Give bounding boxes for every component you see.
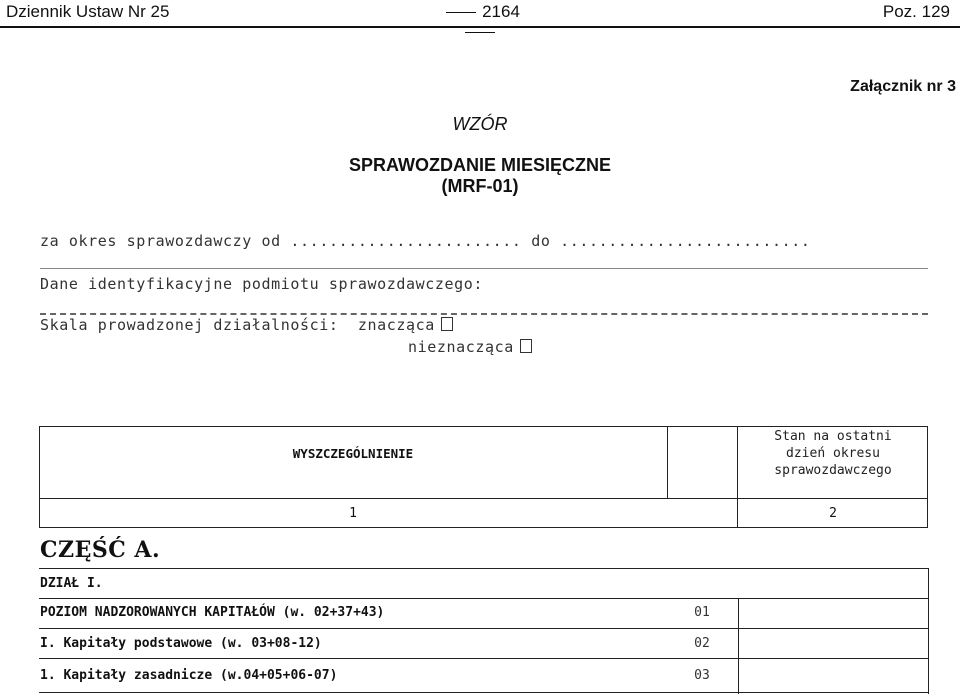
attachment-label: Załącznik nr 3 (850, 78, 956, 95)
section-value-divider (738, 598, 739, 694)
table-row-code: 01 (694, 605, 710, 620)
period-to-field[interactable]: .......................... (560, 232, 811, 250)
activity-scale-line (40, 316, 453, 334)
reporting-period-line (40, 232, 811, 250)
title-line-1: SPRAWOZDANIE MIESIĘCZNE (348, 155, 612, 175)
column-header-balance-line-1: Stan na ostatni (774, 429, 892, 444)
period-prefix: za okres sprawozdawczy od (40, 232, 281, 250)
option-insignificant-line (408, 338, 532, 356)
document-title (300, 155, 660, 197)
section-right-border (928, 568, 929, 694)
row-rule-2 (39, 628, 928, 629)
page-number (420, 2, 540, 42)
period-from-field[interactable]: ........................ (290, 232, 522, 250)
table-row-label: 1. Kapitały zasadnicze (w.04+05+06-07) (40, 668, 338, 683)
table-row-label: POZIOM NADZOROWANYCH KAPITAŁÓW (w. 02+37+43) (40, 605, 385, 620)
column-header-balance-line-2: dzień okresu (786, 446, 880, 461)
header-rule (0, 26, 960, 28)
period-to-label: do (531, 232, 551, 250)
page-number-value: 2164 (482, 2, 520, 21)
identification-data-field[interactable] (40, 313, 928, 315)
column-header-balance (738, 428, 928, 479)
table-header-rule (39, 498, 928, 499)
dash-right (465, 32, 495, 33)
journal-title: Dziennik Ustaw Nr 25 (6, 2, 170, 21)
table-row-label: I. Kapitały podstawowe (w. 03+08-12) (40, 636, 322, 651)
identification-data-label: Dane identyfikacyjne podmiotu sprawozdawczego: (40, 275, 484, 293)
activity-scale-label: Skala prowadzonej działalności: (40, 316, 339, 334)
table-row-code: 02 (694, 636, 710, 651)
column-header-balance-line-3: sprawozdawczego (774, 463, 892, 478)
section-heading: DZIAŁ I. (40, 576, 103, 591)
table-divider-inner (667, 426, 668, 498)
option-insignificant-checkbox[interactable] (520, 339, 532, 353)
row-rule-4 (39, 692, 928, 693)
column-number-2: 2 (829, 506, 837, 521)
separator-line (40, 268, 928, 269)
table-row-value-field[interactable] (740, 630, 926, 656)
row-rule-3 (39, 658, 928, 659)
title-line-2: (MRF-01) (441, 176, 519, 196)
table-row-value-field[interactable] (740, 660, 926, 690)
option-insignificant-label: nieznacząca (408, 338, 514, 356)
row-rule-1 (39, 598, 928, 599)
position-number: Poz. 129 (882, 2, 950, 21)
table-row-code: 03 (694, 668, 710, 683)
section-top-rule (39, 568, 928, 569)
part-heading: CZĘŚĆ A. (40, 537, 161, 563)
dash-left (446, 12, 476, 13)
column-number-1: 1 (349, 506, 357, 521)
template-label: WZÓR (452, 114, 508, 134)
table-row-value-field[interactable] (740, 600, 926, 626)
column-header-description: WYSZCZEGÓLNIENIE (292, 446, 414, 461)
option-significant-checkbox[interactable] (441, 317, 453, 331)
option-significant-label: znacząca (357, 316, 435, 334)
